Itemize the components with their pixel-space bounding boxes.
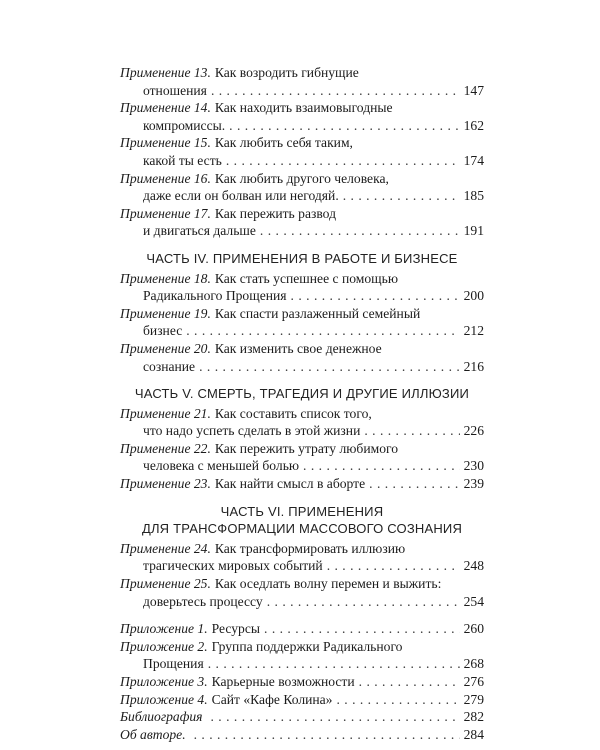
page-number: 284: [463, 726, 484, 742]
toc-entry-17: [120, 205, 484, 240]
leader-dots: [291, 287, 460, 305]
toc-entry-20: [120, 340, 484, 375]
page-number: 260: [463, 621, 484, 637]
toc-appendix-4: [120, 691, 484, 709]
entry-label: Об авторе.: [120, 726, 186, 742]
entry-title: Как любить другого человека,: [214, 170, 389, 186]
page-number: 200: [463, 288, 484, 304]
leader-dots: [267, 593, 460, 611]
entry-title-cont: доверьтесь процессу: [143, 593, 263, 609]
leader-dots: [364, 422, 459, 440]
entry-label: Применение 22.: [120, 440, 211, 456]
page-number: 254: [463, 593, 484, 609]
page-number: 174: [463, 152, 484, 168]
toc-entry-15: [120, 134, 484, 169]
page-number: 268: [463, 656, 484, 672]
entry-title-cont: бизнес: [143, 323, 183, 339]
toc-entry-19: [120, 305, 484, 340]
entry-title: Как оседлать волну перемен и выжить:: [214, 576, 442, 592]
leader-dots: [199, 358, 460, 376]
entry-title: Ресурсы: [211, 621, 261, 637]
leader-dots: [303, 457, 460, 475]
page-number: 216: [463, 358, 484, 374]
leader-dots: [194, 726, 460, 744]
entry-title: Как любить себя таким,: [214, 135, 353, 151]
page-number: 230: [463, 458, 484, 474]
table-of-contents: [120, 64, 484, 743]
entry-title: Как пережить утрату любимого: [214, 440, 399, 456]
entry-label: Применение 23.: [120, 476, 211, 492]
entry-label: Применение 13.: [120, 65, 211, 80]
entry-label: Применение 19.: [120, 305, 211, 321]
entry-label: Библиография: [120, 709, 203, 725]
leader-dots: [336, 691, 459, 709]
page-number: 276: [463, 674, 484, 689]
entry-title: Группа поддержки Радикального: [211, 638, 403, 654]
toc-appendix-2: [120, 638, 484, 673]
entry-title-cont: отношения: [143, 82, 207, 98]
leader-dots: [264, 620, 460, 638]
page-number: 162: [463, 117, 484, 133]
part-heading-5: ЧАСТЬ V. СМЕРТЬ, ТРАГЕДИЯ И ДРУГИЕ ИЛЛЮЗИИ: [134, 386, 470, 402]
entry-label: Применение 17.: [120, 205, 211, 221]
page-number: 279: [463, 691, 484, 707]
toc-entry-21: [120, 405, 484, 440]
toc-entry-24: [120, 540, 484, 575]
entry-title-cont: какой ты есть: [143, 152, 222, 168]
entry-title-cont: что надо успеть сделать в этой жизни: [143, 423, 361, 439]
toc-entry-13: [120, 64, 484, 99]
leader-dots: [226, 152, 460, 170]
page-number: 226: [463, 423, 484, 439]
entry-title: Как изменить свое денежное: [214, 340, 382, 356]
toc-entry-25: [120, 575, 484, 610]
entry-label: Применение 15.: [120, 135, 211, 151]
toc-entry-16: [120, 170, 484, 205]
leader-dots: [208, 655, 460, 673]
entry-title: Как пережить развод: [214, 205, 336, 221]
part-heading-6-line1: ЧАСТЬ VI. ПРИМЕНЕНИЯ: [220, 503, 384, 519]
page-number: 185: [463, 188, 484, 204]
toc-appendix-3: [120, 673, 484, 691]
leader-dots: [327, 557, 460, 575]
entry-title-cont: и двигаться дальше: [143, 223, 256, 239]
leader-dots: [359, 673, 460, 691]
entry-title: Как трансформировать иллюзию: [214, 540, 406, 556]
entry-label: Применение 21.: [120, 405, 211, 421]
leader-dots: [211, 708, 460, 726]
page-number: 147: [463, 82, 484, 98]
entry-title: Как составить список того,: [214, 405, 372, 421]
part-heading-4: ЧАСТЬ IV. ПРИМЕНЕНИЯ В РАБОТЕ И БИЗНЕСЕ: [146, 250, 458, 266]
entry-title-cont: даже если он болван или негодяй.: [143, 188, 339, 204]
entry-title-cont: сознание: [143, 358, 196, 374]
entry-label: Приложение 1.: [120, 621, 208, 637]
entry-title-cont: трагических мировых событий: [143, 558, 323, 574]
toc-bibliography: [120, 708, 484, 726]
entry-title: Как найти смысл в аборте: [214, 476, 366, 492]
entry-label: Приложение 3.: [120, 674, 208, 689]
entry-label: Применение 16.: [120, 170, 211, 186]
leader-dots: [211, 82, 460, 100]
page-number: 248: [463, 558, 484, 574]
page-number: 191: [463, 223, 484, 239]
section-spacer: [120, 610, 484, 620]
leader-dots: [369, 475, 459, 493]
entry-label: Применение 25.: [120, 576, 211, 592]
entry-title-cont: Радикального Прощения: [143, 288, 287, 304]
toc-entry-14: [120, 99, 484, 134]
entry-title: Как возродить гибнущие: [214, 65, 359, 80]
entry-label: Приложение 4.: [120, 691, 208, 707]
leader-dots: [229, 117, 459, 135]
page-number: 212: [463, 323, 484, 339]
toc-entry-23: [120, 475, 484, 493]
entry-title: Как спасти разлаженный семейный: [214, 305, 421, 321]
leader-dots: [260, 222, 460, 240]
page-number: 282: [463, 709, 484, 725]
entry-title-cont: Прощения: [143, 656, 204, 672]
entry-label: Применение 14.: [120, 100, 211, 116]
toc-entry-18: [120, 270, 484, 305]
toc-appendix-1: [120, 620, 484, 638]
entry-label: Применение 20.: [120, 340, 211, 356]
entry-title-cont: компромиссы.: [143, 117, 226, 133]
toc-entry-22: [120, 440, 484, 475]
entry-label: Применение 18.: [120, 270, 211, 286]
leader-dots: [186, 322, 459, 340]
entry-title: Карьерные возможности: [211, 674, 355, 689]
entry-title: Как находить взаимовыгодные: [214, 100, 393, 116]
entry-label: Применение 24.: [120, 540, 211, 556]
entry-title: Сайт «Кафе Колина»: [211, 691, 333, 707]
leader-dots: [343, 187, 460, 205]
toc-about-author: [120, 726, 484, 744]
part-heading-6-line2: ДЛЯ ТРАНСФОРМАЦИИ МАССОВОГО СОЗНАНИЯ: [141, 521, 463, 537]
page-number: 239: [463, 476, 484, 492]
entry-title-cont: человека с меньшей болью: [143, 458, 300, 474]
entry-title: Как стать успешнее с помощью: [214, 270, 398, 286]
entry-label: Приложение 2.: [120, 638, 208, 654]
